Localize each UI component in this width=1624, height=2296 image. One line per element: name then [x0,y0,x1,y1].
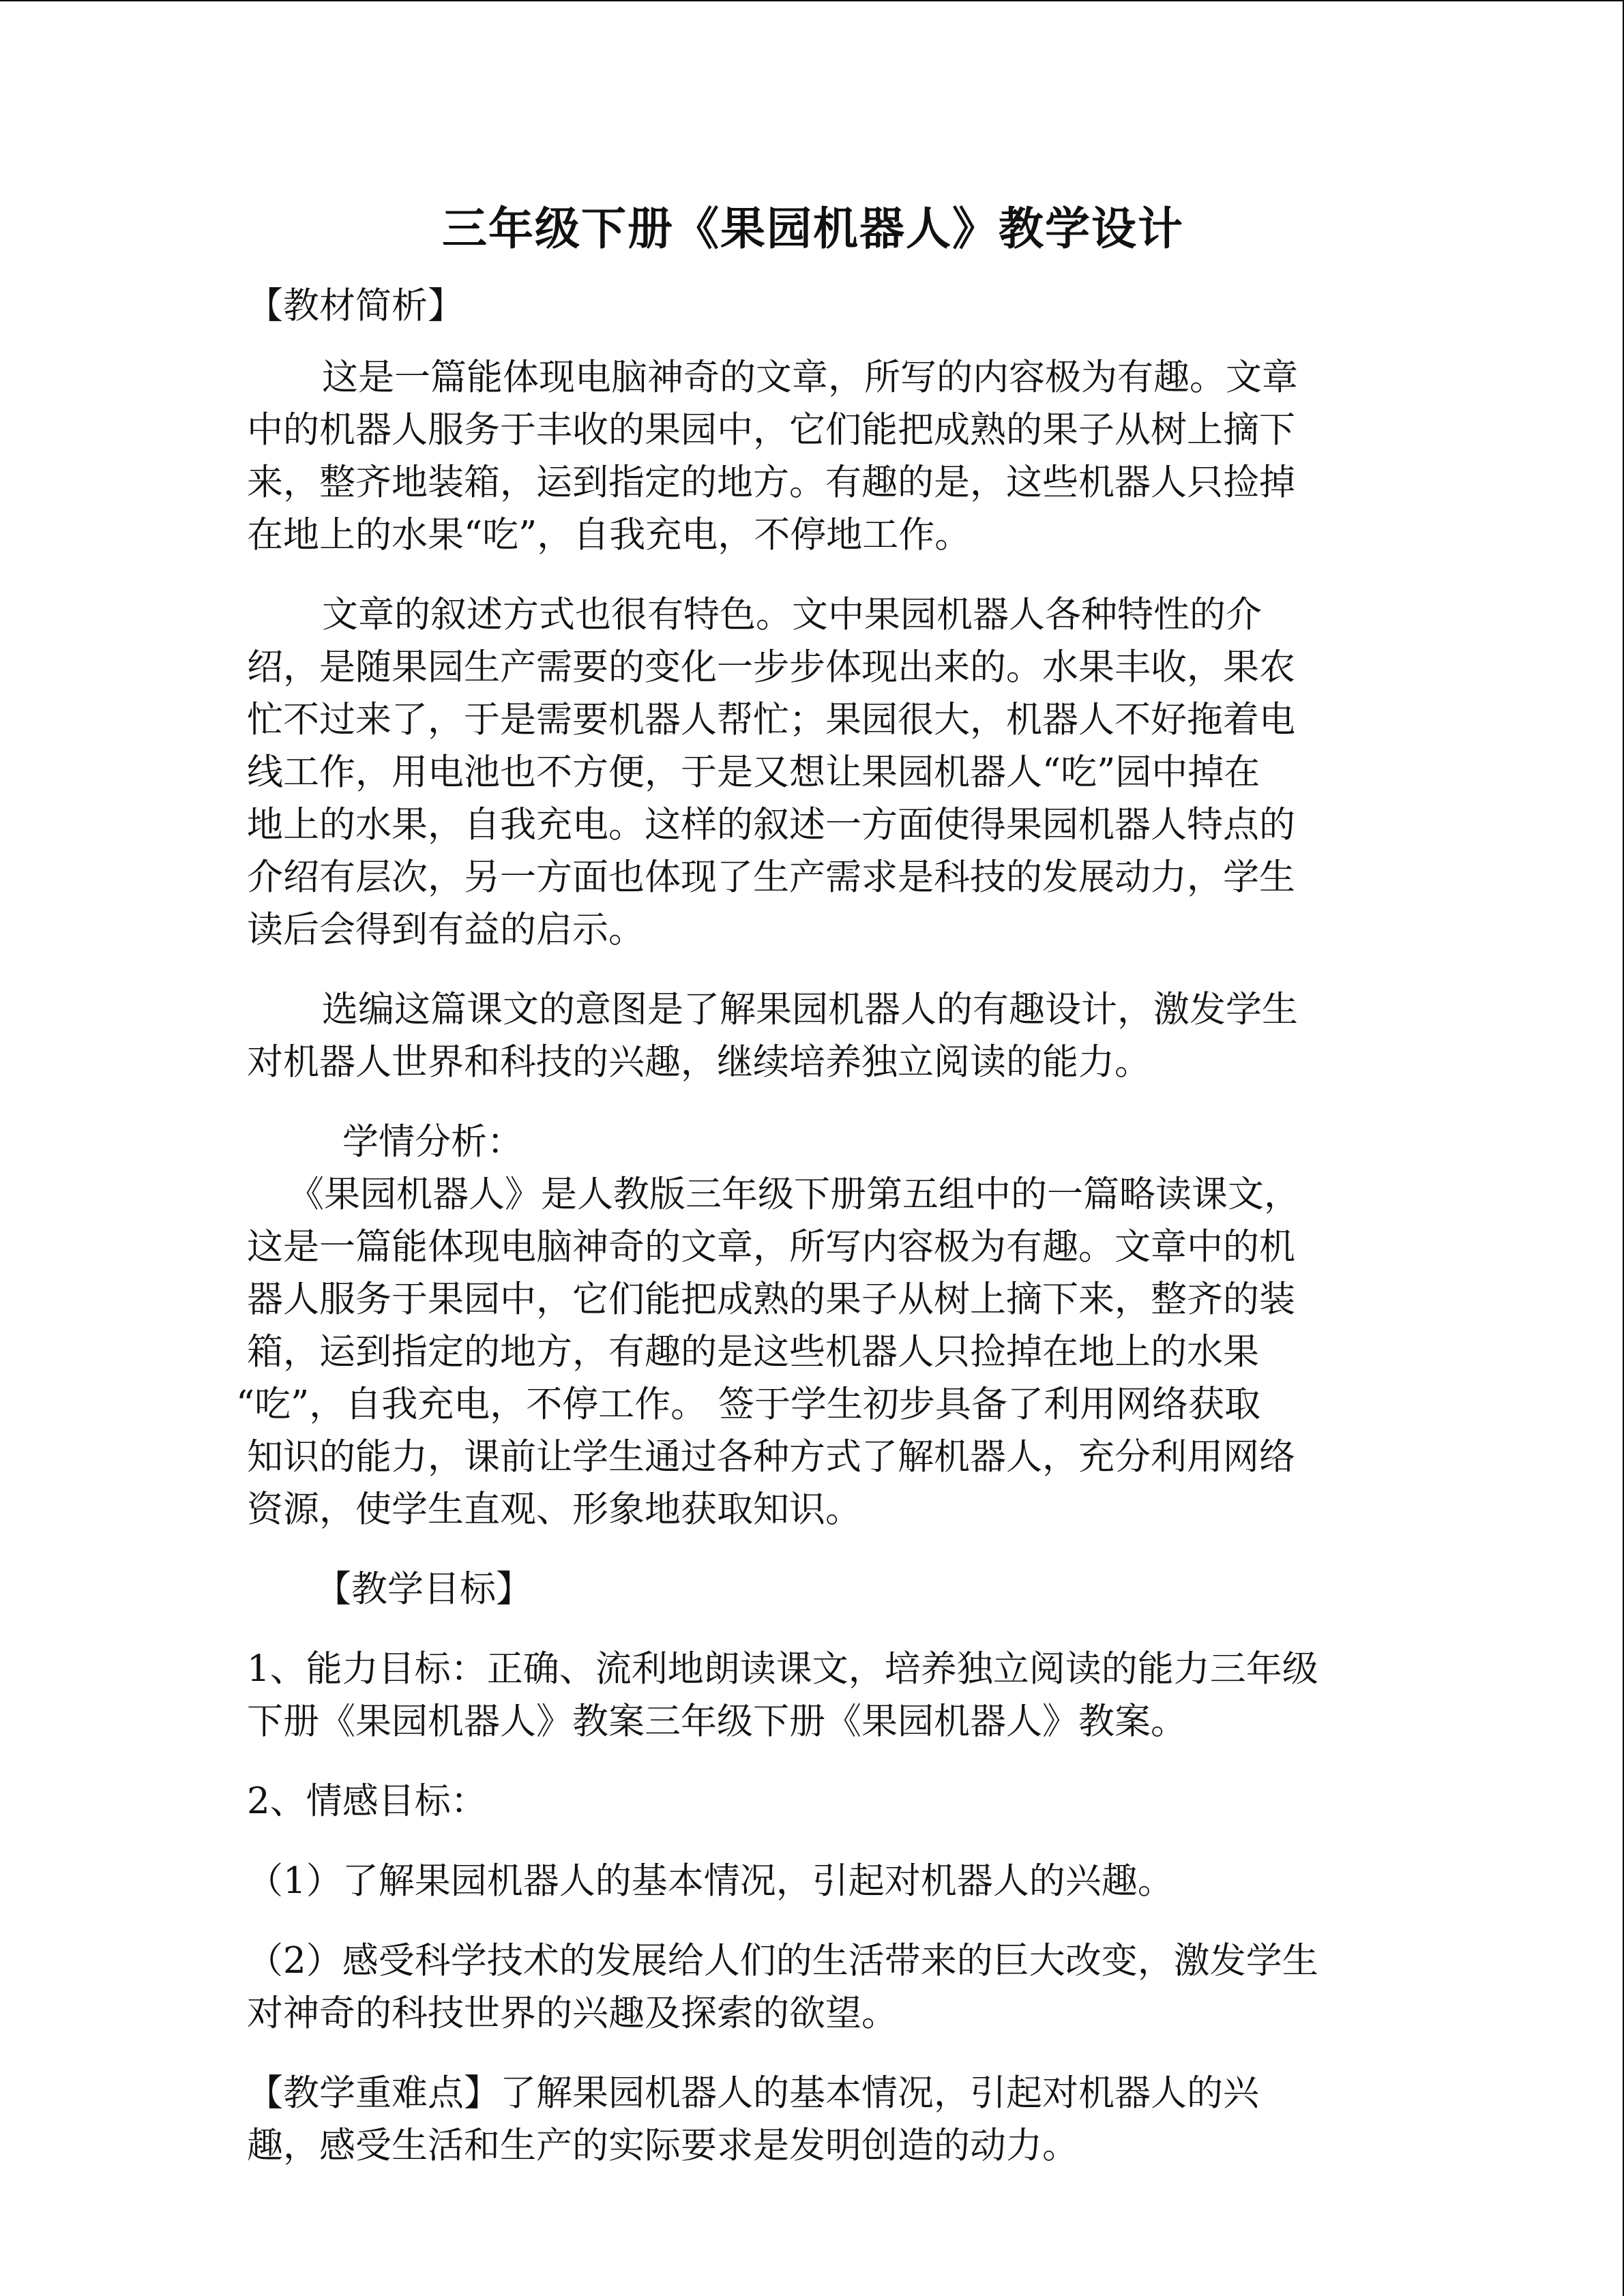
section-heading-analysis: 【教材简析】 [247,285,464,327]
text-line: 线工作，用电池也不方便，于是又想让果园机器人“吃”园中掉在 [247,751,1260,793]
text-line: 1、能力目标：正确、流利地朗读课文，培养独立阅读的能力三年级 [247,1648,1318,1690]
paragraph-analysis-1 [247,351,1379,561]
section-heading-goals: 【教学目标】 [315,1568,532,1610]
key-points [247,2067,1379,2172]
text-line: 在地上的水果“吃”，自我充电，不停地工作。 [247,514,971,556]
section-heading-learner: 学情分析： [342,1121,523,1163]
text-line: 介绍有层次，另一方面也体现了生产需求是科技的发展动力，学生 [247,856,1295,898]
text-line: 器人服务于果园中，它们能把成熟的果子从树上摘下来，整齐的装 [247,1279,1295,1320]
text-line: 地上的水果，自我充电。这样的叙述一方面使得果园机器人特点的 [247,804,1295,846]
text-line: “吃”，自我充电，不停工作。 签于学生初步具备了利用网络获取 [236,1384,1261,1425]
document-title: 三年级下册《果园机器人》教学设计 [442,202,1184,255]
text-line: 资源，使学生直观、形象地获取知识。 [247,1489,861,1530]
paragraph-analysis-2 [247,588,1379,956]
goal-ability [247,1643,1379,1748]
text-line: 选编这篇课文的意图是了解果园机器人的有趣设计，激发学生 [322,989,1298,1030]
text-line: 来，整齐地装箱，运到指定的地方。有趣的是，这些机器人只捡掉 [247,462,1295,503]
text-line: 箱，运到指定的地方，有趣的是这些机器人只捡掉在地上的水果 [247,1331,1259,1373]
text-line: 【教学重难点】了解果园机器人的基本情况，引起对机器人的兴 [247,2072,1259,2114]
text-line: 读后会得到有益的启示。 [247,909,645,951]
document-page [236,198,1379,2172]
paragraph-learner [236,1168,1379,1536]
text-line: 中的机器人服务于丰收的果园中，它们能把成熟的果子从树上摘下 [247,409,1295,451]
text-line: 对神奇的科技世界的兴趣及探索的欲望。 [247,1993,898,2034]
text-line: 《果园机器人》是人教版三年级下册第五组中的一篇略读课文， [288,1174,1300,1215]
text-line: 文章的叙述方式也很有特色。文中果园机器人各种特性的介 [322,594,1262,636]
text-line: （2）感受科学技术的发展给人们的生活带来的巨大改变，激发学生 [247,1940,1318,1982]
text-line: 知识的能力，课前让学生通过各种方式了解机器人，充分利用网络 [247,1436,1295,1478]
text-line: 这是一篇能体现电脑神奇的文章，所写内容极为有趣。文章中的机 [247,1226,1295,1268]
text-line: 趣，感受生活和生产的实际要求是发明创造的动力。 [247,2125,1078,2166]
text-line: 忙不过来了，于是需要机器人帮忙；果园很大，机器人不好拖着电 [247,699,1295,741]
text-line: 下册《果园机器人》教案三年级下册《果园机器人》教案。 [247,1701,1187,1742]
goal-emotion: 2、情感目标： [247,1780,487,1822]
paragraph-analysis-3 [247,983,1379,1088]
text-line: 绍，是随果园生产需要的变化一步步体现出来的。水果丰收，果农 [247,646,1295,688]
goal-emotion-item-2 [247,1935,1379,2040]
goal-emotion-item-1: （1）了解果园机器人的基本情况，引起对机器人的兴趣。 [247,1860,1174,1902]
text-line: 对机器人世界和科技的兴趣，继续培养独立阅读的能力。 [247,1041,1151,1083]
text-line: 这是一篇能体现电脑神奇的文章，所写的内容极为有趣。文章 [322,357,1298,398]
